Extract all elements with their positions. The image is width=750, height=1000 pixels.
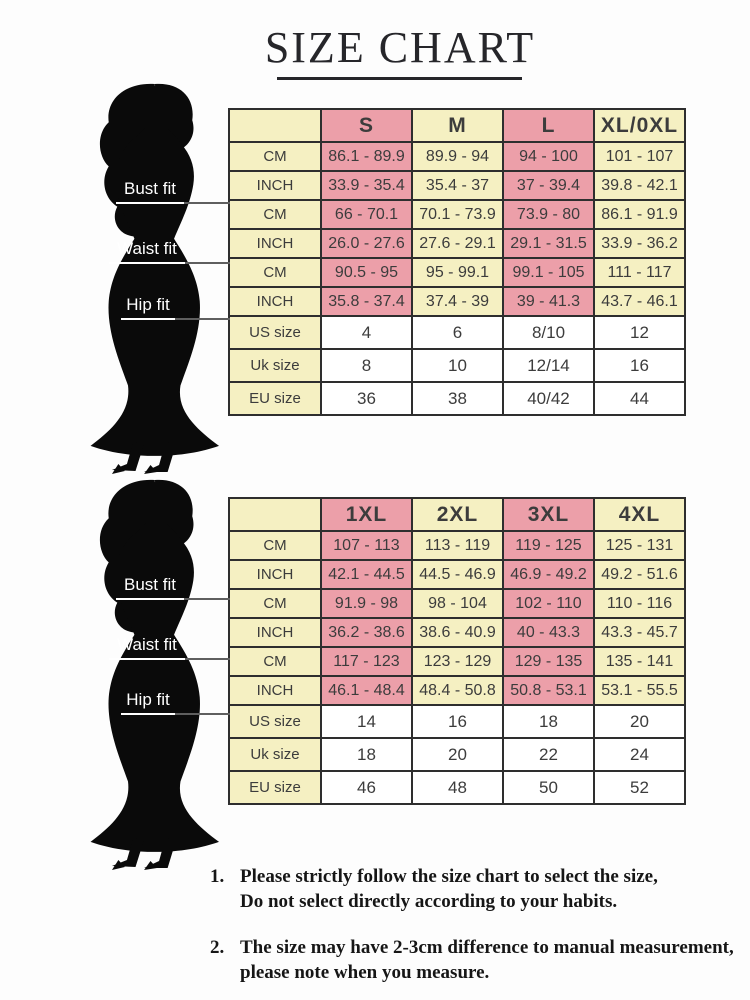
size-column-header: XL/0XL (594, 109, 685, 142)
footnote-number: 2. (210, 937, 225, 958)
size-value-cell: 27.6 - 29.1 (412, 229, 503, 258)
size-value-cell: 119 - 125 (503, 531, 594, 560)
waist-connector-line (185, 658, 230, 660)
table-row (229, 349, 685, 382)
hip-fit-label: Hip fit (121, 690, 175, 715)
woman-silhouette (52, 478, 234, 870)
size-value-cell: 14 (321, 705, 412, 738)
table-row (229, 771, 685, 804)
size-value-cell: 125 - 131 (594, 531, 685, 560)
size-value-cell: 49.2 - 51.6 (594, 560, 685, 589)
footnote-item (210, 935, 748, 985)
size-value-cell: 40 - 43.3 (503, 618, 594, 647)
hip-connector-line (175, 713, 230, 715)
bust-connector-line (184, 202, 230, 204)
table-row (229, 142, 685, 171)
size-value-cell: 20 (594, 705, 685, 738)
size-value-cell: 16 (594, 349, 685, 382)
footnote-line: please note when you measure. (240, 962, 490, 983)
size-value-cell: 48.4 - 50.8 (412, 676, 503, 705)
size-value-cell: 22 (503, 738, 594, 771)
table-row (229, 287, 685, 316)
size-value-cell: 117 - 123 (321, 647, 412, 676)
table-corner-cell (229, 498, 321, 531)
woman-silhouette-graphic (52, 478, 234, 870)
size-value-cell: 73.9 - 80 (503, 200, 594, 229)
footnote-line: The size may have 2-3cm difference to manual measurement, (240, 937, 734, 958)
size-value-cell: 53.1 - 55.5 (594, 676, 685, 705)
size-value-cell: 46 (321, 771, 412, 804)
hip-fit-label: Hip fit (121, 295, 175, 320)
table-row (229, 200, 685, 229)
size-value-cell: 48 (412, 771, 503, 804)
size-column-header: 1XL (321, 498, 412, 531)
size-value-cell: 135 - 141 (594, 647, 685, 676)
footnote-line: Please strictly follow the size chart to select the size, (240, 866, 658, 887)
row-label: INCH (229, 229, 321, 258)
size-value-cell: 90.5 - 95 (321, 258, 412, 287)
table-row (229, 171, 685, 200)
size-value-cell: 91.9 - 98 (321, 589, 412, 618)
size-value-cell: 42.1 - 44.5 (321, 560, 412, 589)
row-label: EU size (229, 382, 321, 415)
size-value-cell: 37 - 39.4 (503, 171, 594, 200)
size-value-cell: 8/10 (503, 316, 594, 349)
table-row (229, 738, 685, 771)
hip-connector-line (175, 318, 230, 320)
footnotes (210, 864, 748, 1000)
size-value-cell: 6 (412, 316, 503, 349)
size-value-cell: 70.1 - 73.9 (412, 200, 503, 229)
row-label: CM (229, 531, 321, 560)
size-value-cell: 39 - 41.3 (503, 287, 594, 316)
size-value-cell: 10 (412, 349, 503, 382)
size-value-cell: 24 (594, 738, 685, 771)
title-underline (277, 77, 522, 80)
row-label: US size (229, 705, 321, 738)
size-table-1xl-to-4xl (228, 497, 686, 805)
size-value-cell: 66 - 70.1 (321, 200, 412, 229)
size-table-s-to-xl (228, 108, 686, 416)
row-label: CM (229, 589, 321, 618)
row-label: CM (229, 200, 321, 229)
row-label: US size (229, 316, 321, 349)
row-label: INCH (229, 560, 321, 589)
size-value-cell: 99.1 - 105 (503, 258, 594, 287)
row-label: INCH (229, 676, 321, 705)
waist-connector-line (185, 262, 230, 264)
size-value-cell: 50.8 - 53.1 (503, 676, 594, 705)
size-value-cell: 50 (503, 771, 594, 804)
table-row (229, 618, 685, 647)
footnote-item (210, 864, 748, 914)
table-row (229, 382, 685, 415)
table-row (229, 531, 685, 560)
table-row (229, 676, 685, 705)
size-value-cell: 43.3 - 45.7 (594, 618, 685, 647)
size-value-cell: 43.7 - 46.1 (594, 287, 685, 316)
bust-fit-label: Bust fit (116, 575, 184, 600)
size-value-cell: 86.1 - 89.9 (321, 142, 412, 171)
size-value-cell: 94 - 100 (503, 142, 594, 171)
table-corner-cell (229, 109, 321, 142)
size-value-cell: 111 - 117 (594, 258, 685, 287)
size-value-cell: 36 (321, 382, 412, 415)
size-value-cell: 36.2 - 38.6 (321, 618, 412, 647)
page-title: SIZE CHART (264, 23, 536, 72)
size-value-cell: 113 - 119 (412, 531, 503, 560)
row-label: Uk size (229, 738, 321, 771)
row-label: EU size (229, 771, 321, 804)
size-value-cell: 37.4 - 39 (412, 287, 503, 316)
size-value-cell: 39.8 - 42.1 (594, 171, 685, 200)
size-value-cell: 35.8 - 37.4 (321, 287, 412, 316)
size-column-header: 4XL (594, 498, 685, 531)
size-value-cell: 20 (412, 738, 503, 771)
row-label: CM (229, 258, 321, 287)
table-row (229, 316, 685, 349)
size-value-cell: 18 (503, 705, 594, 738)
row-label: CM (229, 142, 321, 171)
row-label: INCH (229, 287, 321, 316)
size-column-header: L (503, 109, 594, 142)
size-value-cell: 86.1 - 91.9 (594, 200, 685, 229)
size-value-cell: 8 (321, 349, 412, 382)
size-value-cell: 4 (321, 316, 412, 349)
size-value-cell: 129 - 135 (503, 647, 594, 676)
table-header-row (229, 498, 685, 531)
size-value-cell: 38 (412, 382, 503, 415)
table-header-row (229, 109, 685, 142)
woman-silhouette (52, 82, 234, 474)
woman-silhouette-graphic (52, 82, 234, 474)
size-value-cell: 40/42 (503, 382, 594, 415)
size-value-cell: 12 (594, 316, 685, 349)
size-value-cell: 95 - 99.1 (412, 258, 503, 287)
size-column-header: S (321, 109, 412, 142)
size-value-cell: 33.9 - 35.4 (321, 171, 412, 200)
size-value-cell: 123 - 129 (412, 647, 503, 676)
size-value-cell: 44.5 - 46.9 (412, 560, 503, 589)
row-label: Uk size (229, 349, 321, 382)
waist-fit-label: Waist fit (109, 239, 185, 264)
size-value-cell: 110 - 116 (594, 589, 685, 618)
size-value-cell: 18 (321, 738, 412, 771)
footnote-text (240, 864, 658, 914)
size-value-cell: 89.9 - 94 (412, 142, 503, 171)
size-value-cell: 26.0 - 27.6 (321, 229, 412, 258)
size-value-cell: 29.1 - 31.5 (503, 229, 594, 258)
size-value-cell: 12/14 (503, 349, 594, 382)
size-value-cell: 46.1 - 48.4 (321, 676, 412, 705)
size-value-cell: 102 - 110 (503, 589, 594, 618)
bust-fit-label: Bust fit (116, 179, 184, 204)
size-value-cell: 16 (412, 705, 503, 738)
size-value-cell: 44 (594, 382, 685, 415)
size-value-cell: 33.9 - 36.2 (594, 229, 685, 258)
table-row (229, 589, 685, 618)
size-column-header: M (412, 109, 503, 142)
size-value-cell: 107 - 113 (321, 531, 412, 560)
size-value-cell: 101 - 107 (594, 142, 685, 171)
footnote-line: Do not select directly according to your habits. (240, 891, 618, 912)
size-column-header: 2XL (412, 498, 503, 531)
footnote-text (240, 935, 734, 985)
waist-fit-label: Waist fit (109, 635, 185, 660)
size-column-header: 3XL (503, 498, 594, 531)
table-row (229, 229, 685, 258)
table-row (229, 647, 685, 676)
row-label: CM (229, 647, 321, 676)
size-value-cell: 35.4 - 37 (412, 171, 503, 200)
row-label: INCH (229, 618, 321, 647)
size-value-cell: 52 (594, 771, 685, 804)
bust-connector-line (184, 598, 230, 600)
size-value-cell: 38.6 - 40.9 (412, 618, 503, 647)
table-row (229, 560, 685, 589)
row-label: INCH (229, 171, 321, 200)
footnote-number: 1. (210, 866, 225, 887)
table-row (229, 258, 685, 287)
size-value-cell: 46.9 - 49.2 (503, 560, 594, 589)
table-row (229, 705, 685, 738)
size-value-cell: 98 - 104 (412, 589, 503, 618)
